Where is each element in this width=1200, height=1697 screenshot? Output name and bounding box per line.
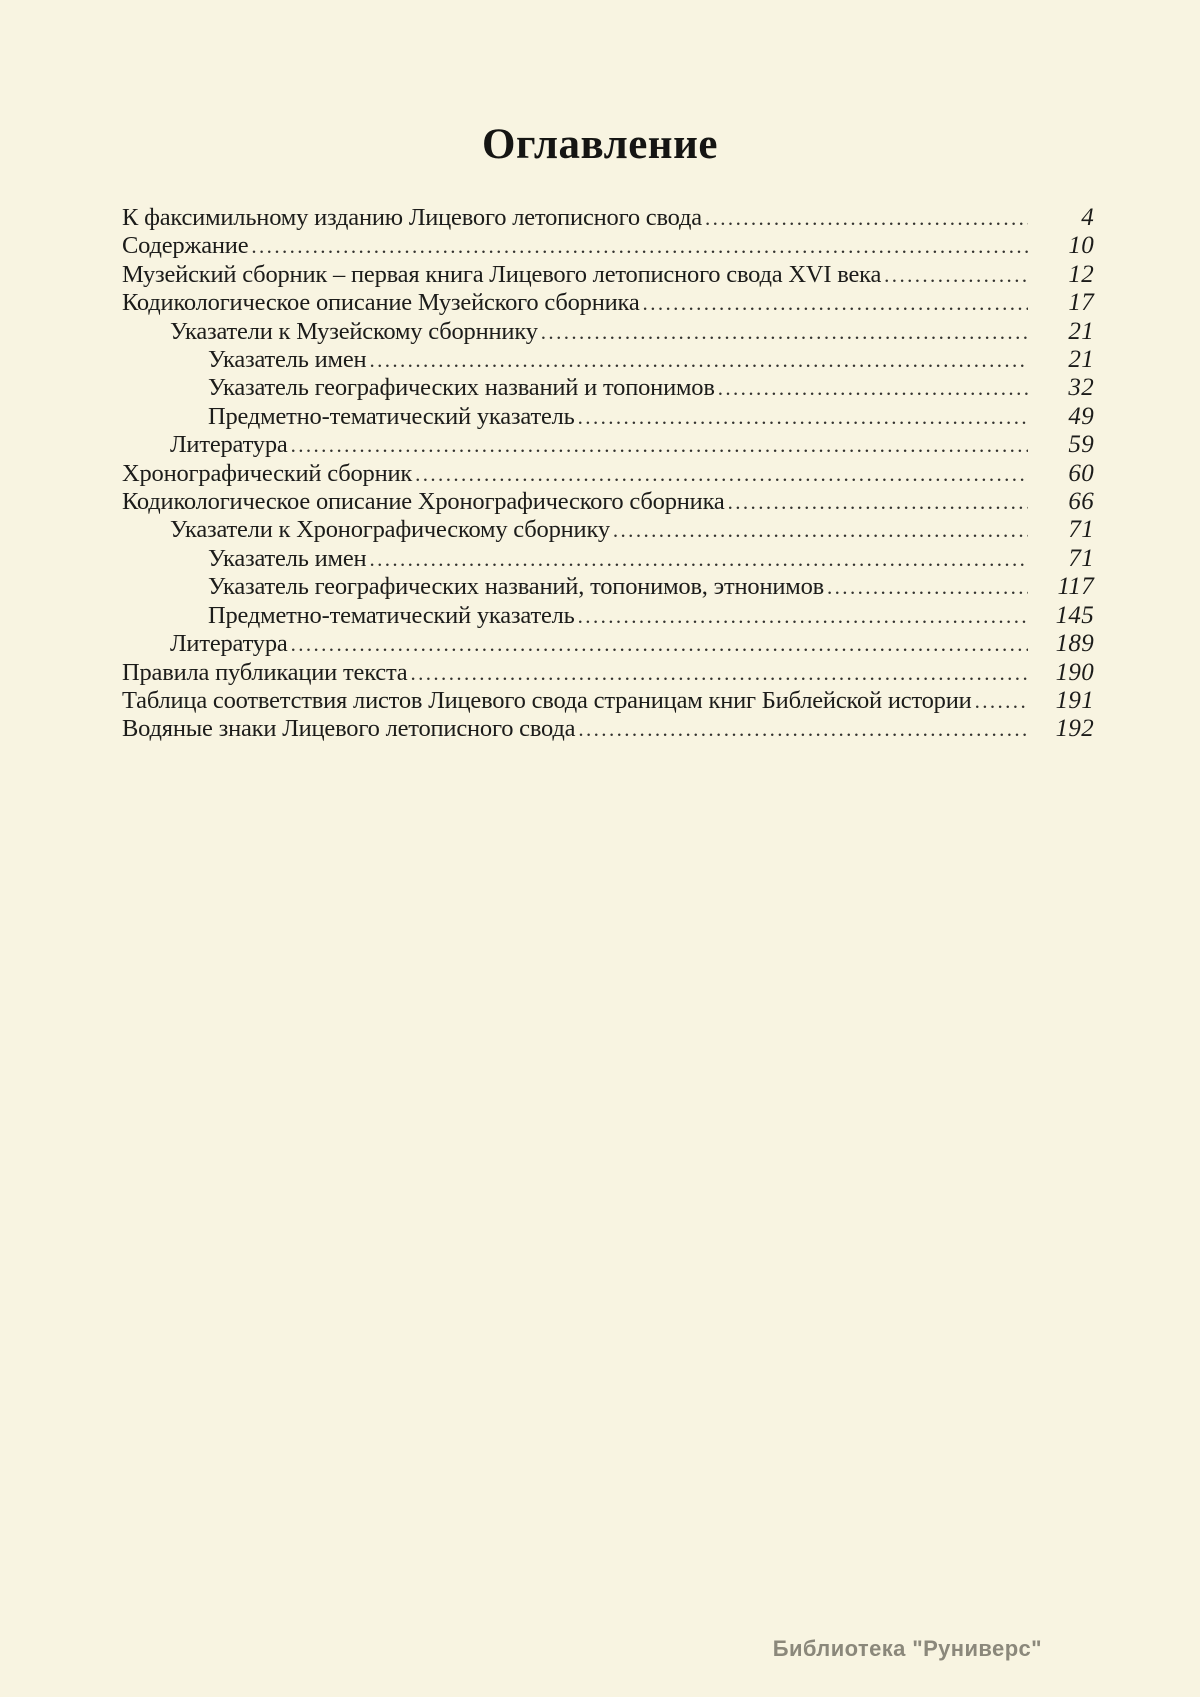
dot-leader bbox=[541, 318, 1028, 346]
dot-leader bbox=[705, 204, 1028, 232]
toc-entry-label: Указатели к Музейскому сборннику bbox=[170, 317, 538, 345]
toc-entry bbox=[122, 659, 1094, 687]
toc-entry-page: 66 bbox=[1068, 488, 1094, 516]
toc-entry bbox=[122, 488, 1094, 516]
toc-entry bbox=[122, 460, 1094, 488]
toc-entry-label: Хронографический сборник bbox=[122, 459, 413, 487]
dot-leader bbox=[578, 403, 1028, 431]
page-title: Оглавление bbox=[482, 121, 718, 168]
toc-entry-label: Указатели к Хронографическому сборнику bbox=[170, 516, 610, 544]
toc-entry-page: 21 bbox=[1068, 346, 1094, 374]
toc-entry-label: Музейский сборник – первая книга Лицевого летописного свода XVI века bbox=[122, 260, 882, 288]
toc-entry-label: К факсимильному изданию Лицевого летописного свода bbox=[122, 204, 702, 231]
dot-leader bbox=[410, 659, 1028, 687]
toc-entry bbox=[122, 261, 1094, 289]
toc-entry-label: Водяные знаки Лицевого летописного свода bbox=[122, 715, 576, 743]
dot-leader bbox=[718, 374, 1028, 402]
toc-entry bbox=[122, 374, 1094, 402]
dot-leader bbox=[975, 687, 1028, 715]
dot-leader bbox=[613, 516, 1028, 544]
toc-entry-page: 71 bbox=[1068, 516, 1094, 544]
toc-entry-label: Указатель имен bbox=[208, 346, 367, 374]
toc-entry-page: 21 bbox=[1068, 317, 1094, 345]
toc-entry-label: Содержание bbox=[122, 232, 249, 260]
toc-entry-page: 4 bbox=[1081, 204, 1094, 231]
library-watermark: Библиотека "Руниверс" bbox=[772, 1636, 1042, 1661]
dot-leader bbox=[578, 715, 1028, 743]
toc-entry-page: 10 bbox=[1068, 232, 1094, 260]
toc-entry-page: 71 bbox=[1068, 544, 1094, 572]
toc-entry bbox=[122, 602, 1094, 630]
toc-entry-page: 12 bbox=[1068, 260, 1094, 288]
toc-entry-label: Предметно-тематический указатель bbox=[208, 601, 575, 629]
toc-entry-label: Литература bbox=[170, 431, 288, 459]
toc-entry-page: 117 bbox=[1057, 573, 1094, 601]
toc-entry bbox=[122, 403, 1094, 431]
toc-entry-label: Литература bbox=[170, 630, 288, 658]
toc-entry-page: 145 bbox=[1055, 601, 1094, 629]
dot-leader bbox=[291, 630, 1028, 658]
toc-entry-page: 49 bbox=[1068, 402, 1094, 430]
dot-leader bbox=[251, 232, 1028, 260]
toc-entry-label: Указатель географических названий, топонимов, этнонимов bbox=[208, 573, 824, 601]
toc-entry-page: 17 bbox=[1068, 289, 1094, 317]
toc-entry-page: 59 bbox=[1068, 431, 1094, 459]
toc-entry-page: 191 bbox=[1055, 686, 1094, 714]
dot-leader bbox=[291, 431, 1028, 459]
dot-leader bbox=[369, 545, 1028, 573]
dot-leader bbox=[643, 289, 1028, 317]
toc-entry-label: Таблица соответствия листов Лицевого свода страницам книг Библейской истории bbox=[122, 686, 972, 714]
toc-entry bbox=[122, 516, 1094, 544]
dot-leader bbox=[369, 346, 1028, 374]
toc-entry-label: Правила публикации текста bbox=[122, 658, 408, 686]
toc-entry bbox=[122, 318, 1094, 346]
dot-leader bbox=[827, 573, 1028, 601]
dot-leader bbox=[578, 602, 1028, 630]
toc-entry bbox=[122, 431, 1094, 459]
toc-entry bbox=[122, 204, 1094, 232]
toc-entry bbox=[122, 630, 1094, 658]
toc-entry-label: Указатель географических названий и топонимов bbox=[208, 374, 715, 402]
toc-entry bbox=[122, 545, 1094, 573]
toc-entry-page: 60 bbox=[1068, 459, 1094, 487]
dot-leader bbox=[728, 488, 1028, 516]
toc-entry-page: 190 bbox=[1055, 658, 1094, 686]
toc-entry-label: Указатель имен bbox=[208, 544, 367, 572]
toc-entry-page: 192 bbox=[1055, 715, 1094, 743]
toc-entry bbox=[122, 715, 1094, 743]
toc-entry-label: Кодикологическое описание Музейского сборника bbox=[122, 289, 640, 317]
toc-entry-page: 189 bbox=[1055, 630, 1094, 658]
table-of-contents bbox=[122, 204, 1094, 744]
toc-entry bbox=[122, 573, 1094, 601]
toc-entry bbox=[122, 232, 1094, 260]
toc-entry-page: 32 bbox=[1068, 374, 1094, 402]
toc-entry bbox=[122, 289, 1094, 317]
dot-leader bbox=[884, 261, 1028, 289]
toc-entry-label: Кодикологическое описание Хронографического сборника bbox=[122, 488, 725, 516]
toc-entry bbox=[122, 346, 1094, 374]
dot-leader bbox=[415, 460, 1028, 488]
toc-entry-label: Предметно-тематический указатель bbox=[208, 402, 575, 430]
toc-entry bbox=[122, 687, 1094, 715]
